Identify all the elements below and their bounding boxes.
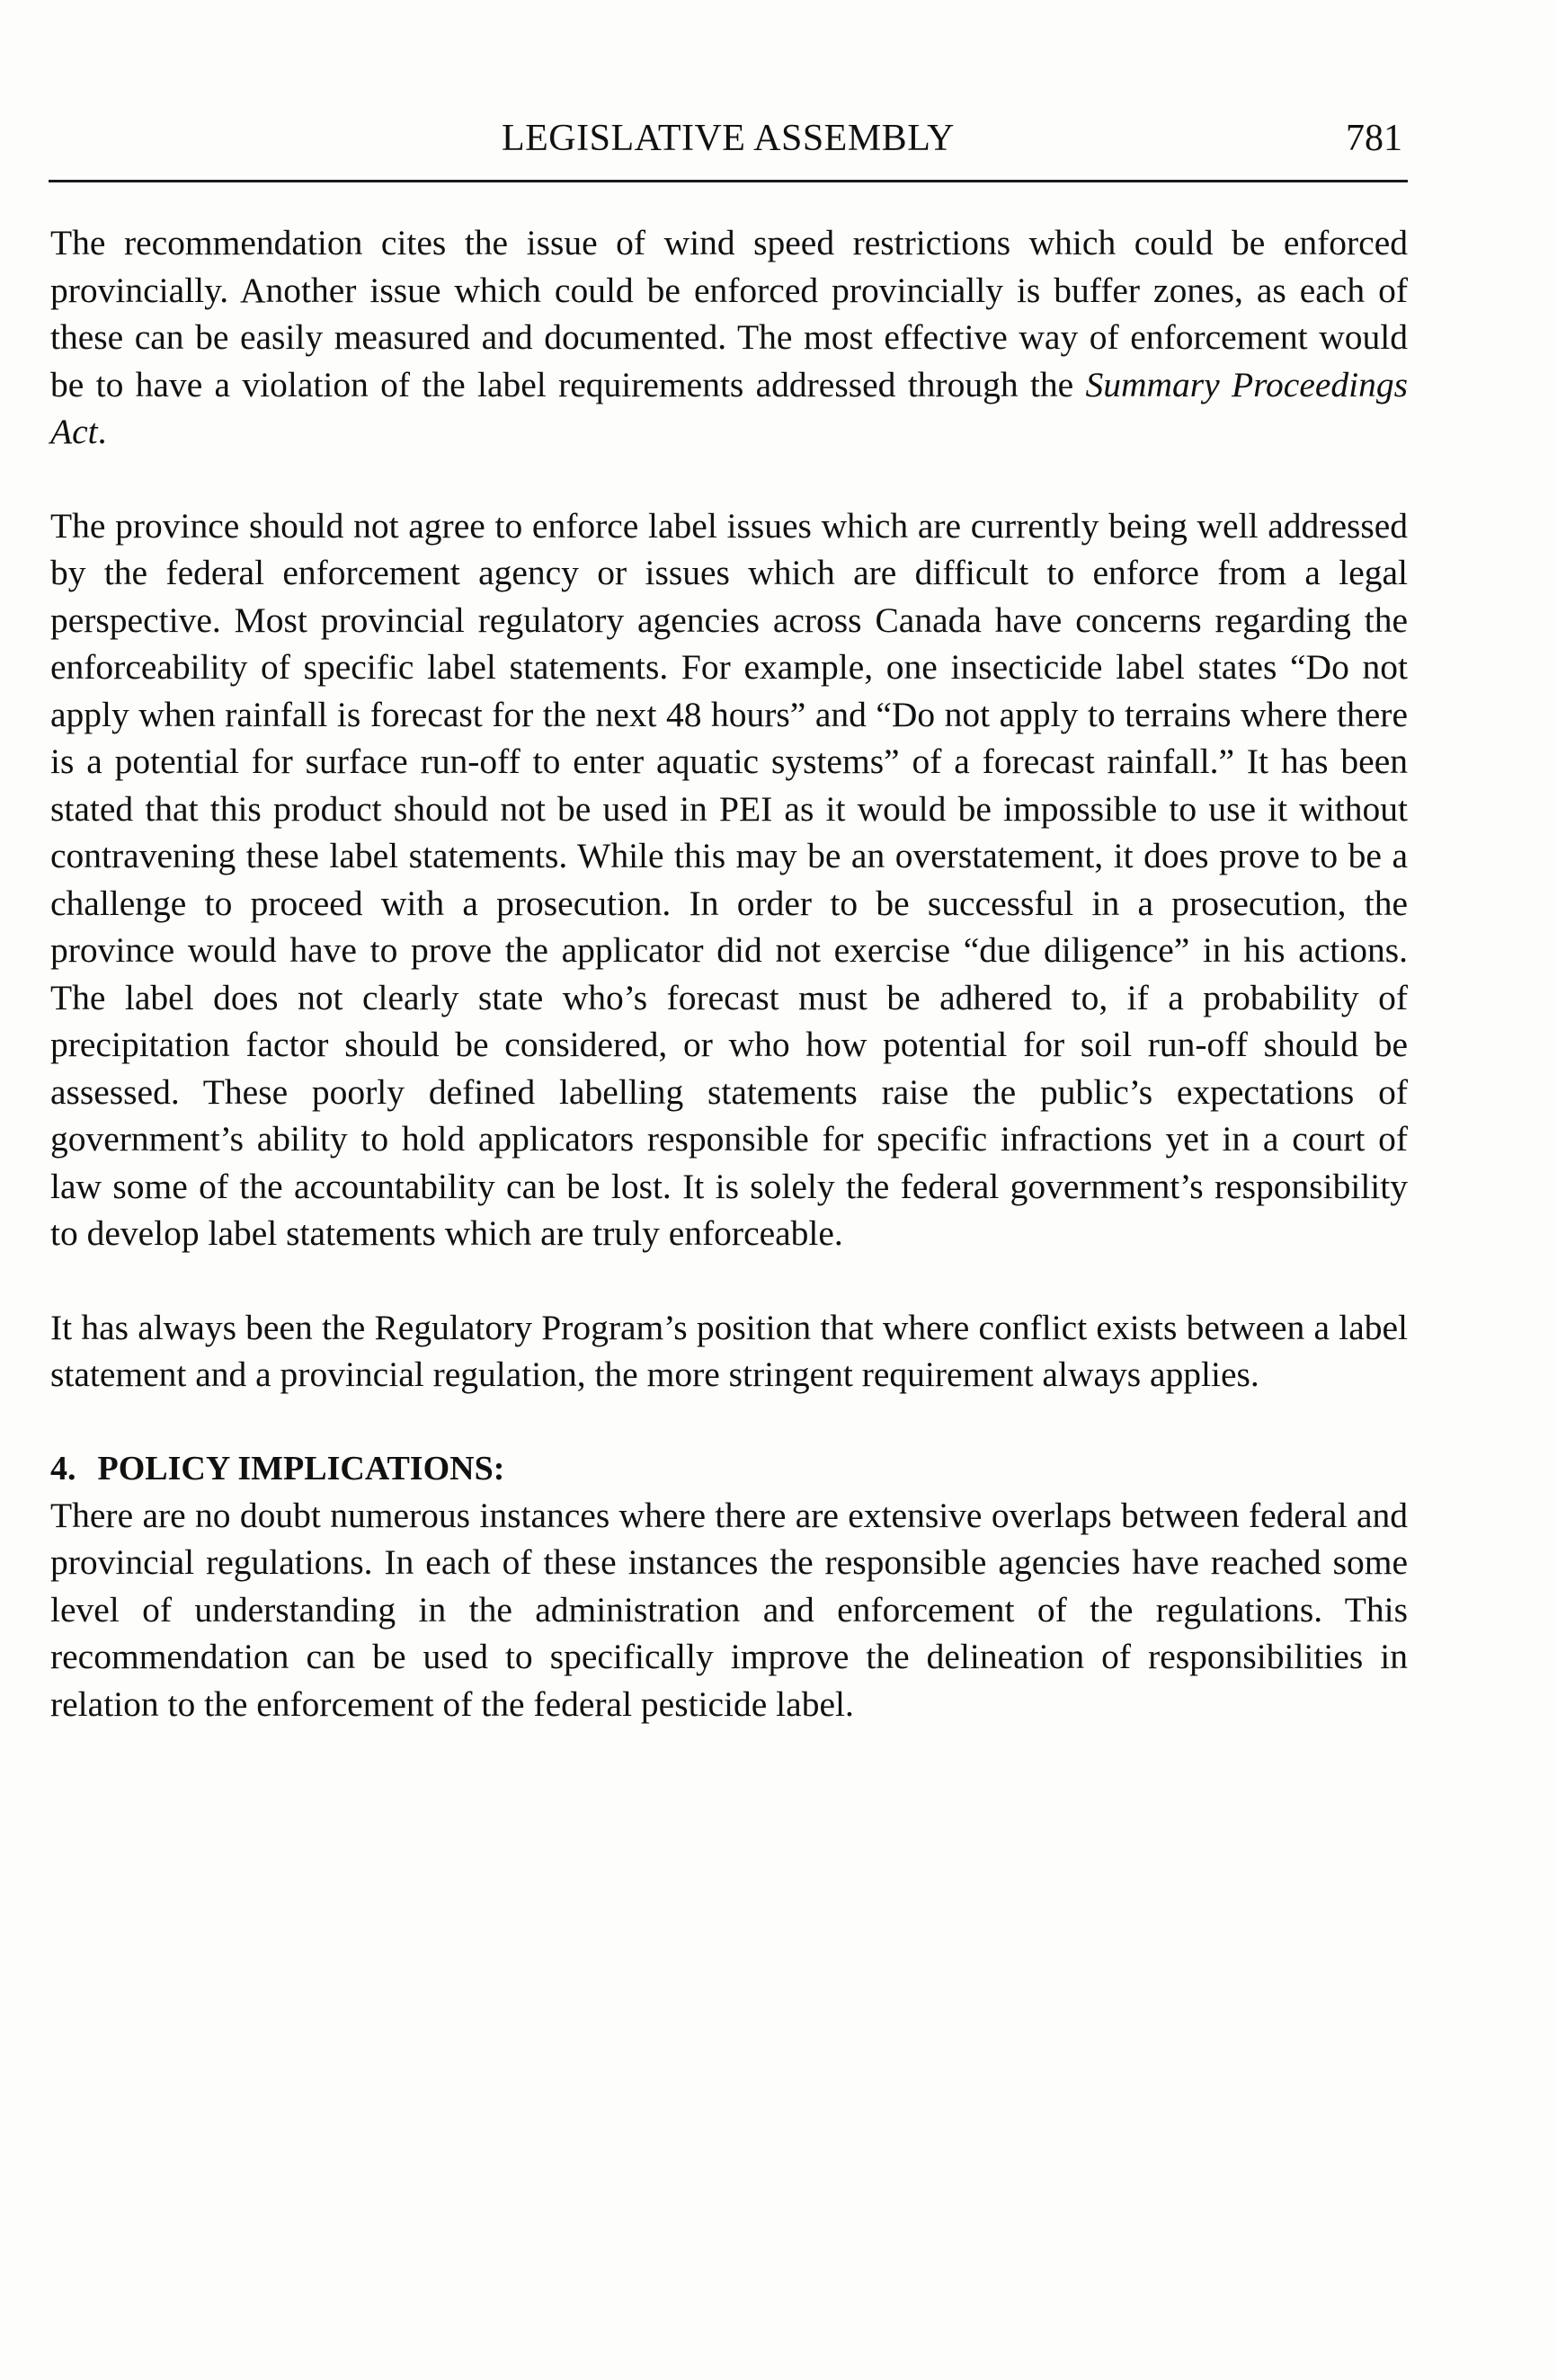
paragraph-1-end: .	[97, 412, 107, 451]
paragraph-enforcement	[50, 219, 1408, 456]
body-text	[50, 219, 1408, 1727]
page-number: 781	[1346, 118, 1402, 159]
header-title: LEGISLATIVE ASSEMBLY	[502, 118, 955, 159]
paragraph-1-text: The recommendation cites the issue of wind speed restrictions which could be enforced provincially. Another issue which could be enforced provincially is buffer zones, as each of these can be easily measured and documented. The most effective way of enforcement would be to have a violation of the label requirements addressed through the	[50, 223, 1408, 404]
section-title: POLICY IMPLICATIONS:	[97, 1449, 505, 1488]
paragraph-label-issues: The province should not agree to enforce label issues which are currently being well addressed by the federal enforcement agency or issues which are difficult to enforce from a legal perspective. Most provincial regulatory agencies across Canada have concerns regarding the enforceability of specific label statements. For example, one insecticide label states “Do not apply when rainfall is forecast for the next 48 hours” and “Do not apply to terrains where there is a potential for surface run-off to enter aquatic systems” of a forecast rainfall.” It has been stated that this product should not be used in PEI as it would be impossible to use it without contravening these label statements. While this may be an overstatement, it does prove to be a challenge to proceed with a prosecution. In order to be successful in a prosecution, the province would have to prove the applicator did not exercise “due diligence” in his actions. The label does not clearly state who’s forecast must be adhered to, if a probability of precipitation factor should be considered, or who how potential for soil run-off should be assessed. These poorly defined labelling statements raise the public’s expectations of government’s ability to hold applicators responsible for specific infractions yet in a court of law some of the accountability can be lost. It is solely the federal government’s responsibility to develop label statements which are truly enforceable.	[50, 505, 1408, 1253]
page-header	[49, 117, 1408, 182]
act-title: Summary Proceedings Act	[50, 364, 1408, 451]
section-heading-policy-implications	[50, 1445, 1408, 1492]
paragraph-regulatory-position: It has always been the Regulatory Program’s position that where conflict exists between a label statement and a provincial regulation, the more stringent requirement always applies.	[50, 1307, 1408, 1394]
paragraph-policy-implications: There are no doubt numerous instances where there are extensive overlaps between federal and provincial regulations. In each of these instances the responsible agencies have reached some level of understanding in the administration and enforcement of the regulations. This recommendation can be used to specifically improve the delineation of responsibilities in relation to the enforcement of the federal pesticide label.	[50, 1495, 1408, 1724]
section-number: 4.	[50, 1449, 76, 1488]
